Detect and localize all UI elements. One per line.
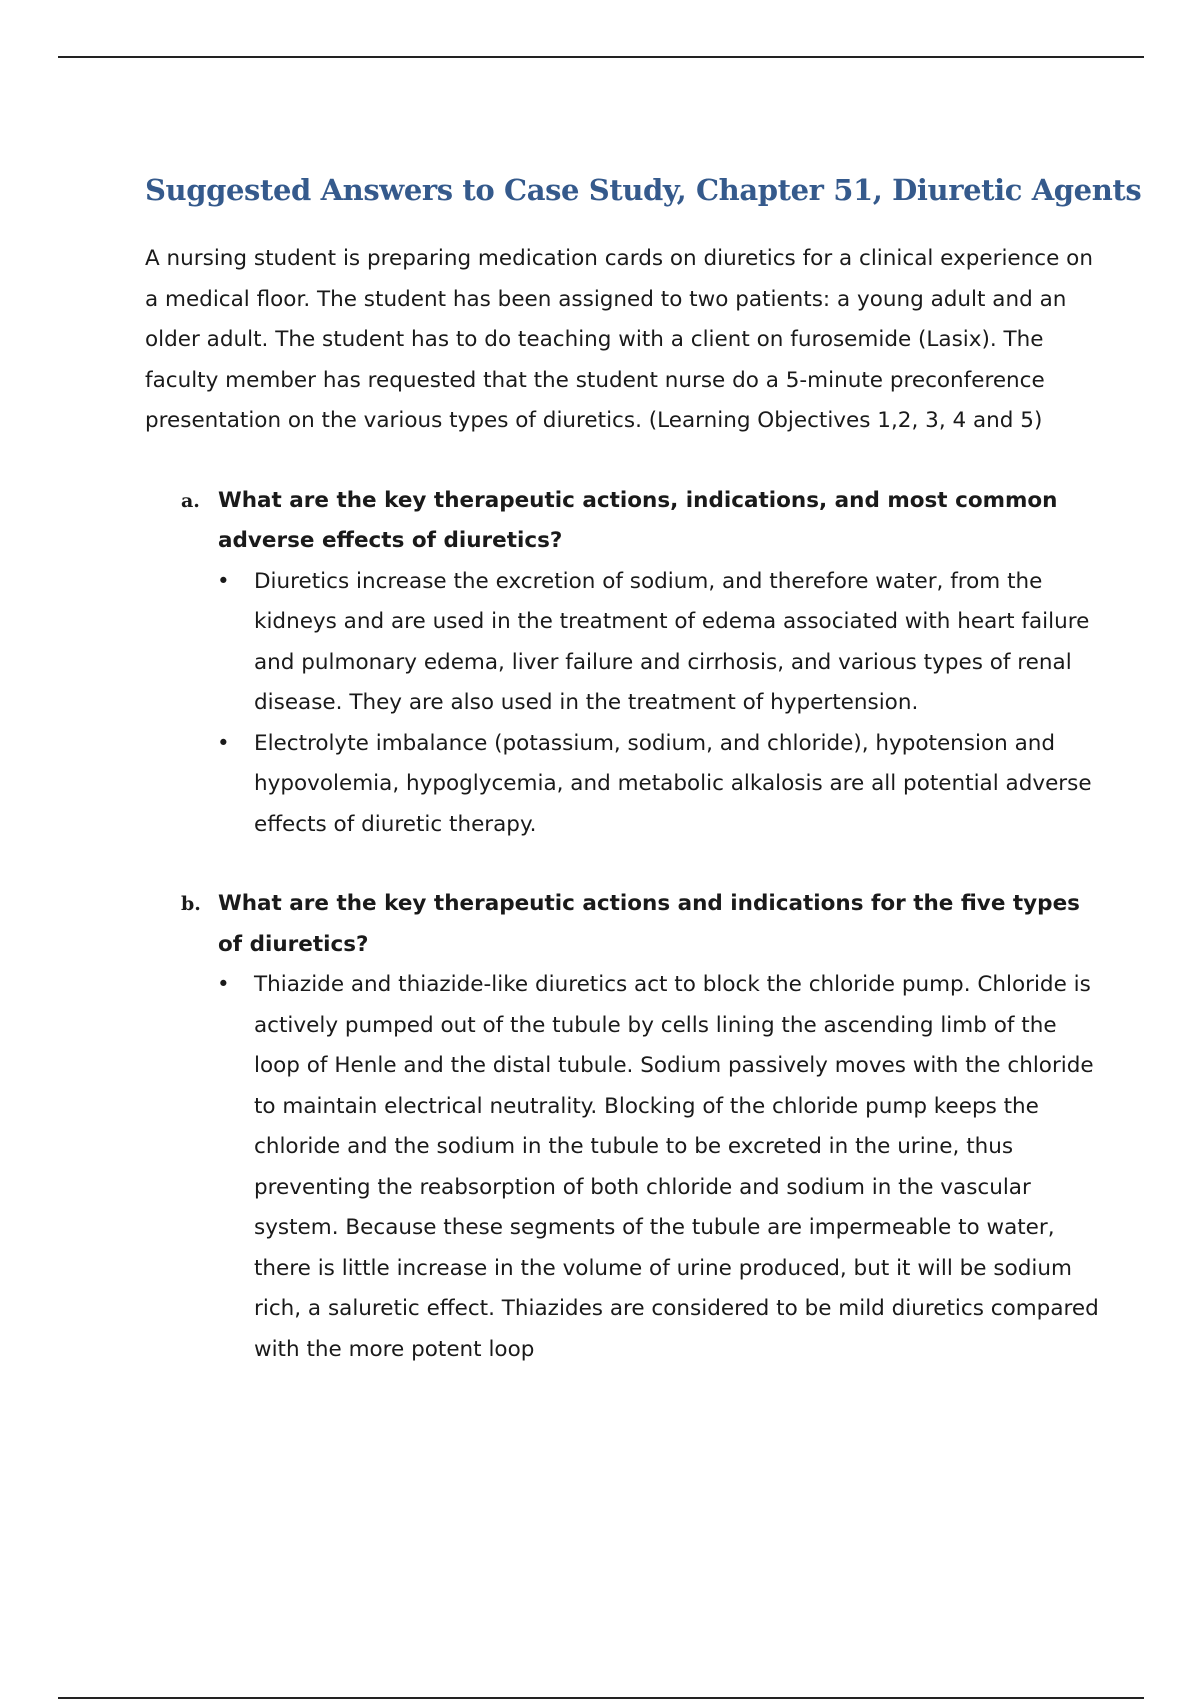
question-letter: a. bbox=[181, 489, 200, 512]
page-content bbox=[145, 168, 1142, 1370]
question-text: What are the key therapeutic actions and indications for the five types of diuretics? bbox=[218, 891, 1080, 957]
footer-rule bbox=[58, 1697, 1144, 1699]
answer-item bbox=[217, 562, 1099, 724]
answer-text: Thiazide and thiazide-like diuretics act to block the chloride pump. Chloride is actively pumped out of the tubule by cells lining the ascending limb of the loop of Henle and the distal tubule. Sodium passively moves with the chloride to maintain electrical neutrality. Blocking of the chloride pump keeps the chloride and the sodium in the tubule to be excreted in the urine, thus preventing the reabsorption of both chloride and sodium in the vascular system. Because these segments of the tubule are impermeable to water, there is little increase in the volume of urine produced, but it will be sodium rich, a saluretic effect. Thiazides are considered to be mild diuretics compared with the more potent loop bbox=[254, 972, 1099, 1362]
answer-item bbox=[217, 965, 1099, 1370]
answer-list bbox=[217, 965, 1099, 1370]
question-b bbox=[181, 884, 1099, 1370]
answer-item bbox=[217, 724, 1099, 846]
answer-text: Diuretics increase the excretion of sodium, and therefore water, from the kidneys and are used in the treatment of edema associated with heart failure and pulmonary edema, liver failure and cirrhosis, and various types of renal disease. They are also used in the treatment of hypertension. bbox=[254, 568, 1090, 715]
bullet-icon: • bbox=[217, 730, 230, 756]
answer-list bbox=[217, 562, 1099, 846]
question-letter: b. bbox=[181, 893, 201, 915]
page-title: Suggested Answers to Case Study, Chapter 51, Diuretic Agents bbox=[145, 173, 1142, 207]
answer-text: Electrolyte imbalance (potassium, sodium, and chloride), hypotension and hypovolemia, hypoglycemia, and metabolic alkalosis are all potential adverse effects of diuretic therapy. bbox=[254, 730, 1092, 837]
question-a bbox=[181, 481, 1098, 846]
header-rule bbox=[58, 56, 1144, 58]
question-text: What are the key therapeutic actions, indications, and most common adverse effects of diuretics? bbox=[218, 487, 1058, 553]
bullet-icon: • bbox=[217, 972, 230, 997]
case-study-intro: A nursing student is preparing medication cards on diuretics for a clinical experience on a medical floor. The student has been assigned to two patients: a young adult and an older adult. The student has to do teaching with a client on furosemide (Lasix). The faculty member has requested that the student nurse do a 5-minute preconference presentation on the various types of diuretics. (Learning Objectives 1,2, 3, 4 and 5) bbox=[145, 246, 1093, 433]
bullet-icon: • bbox=[217, 568, 230, 594]
